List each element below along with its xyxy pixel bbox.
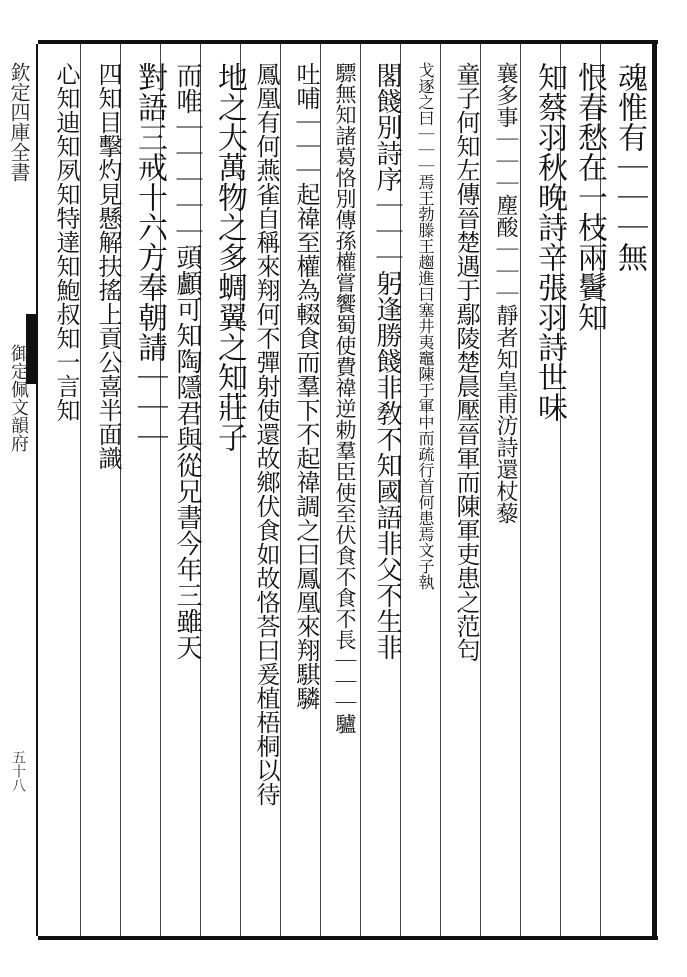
text-column-11 bbox=[210, 62, 248, 930]
column-text: 戈逐之曰｜｜｜焉王勃滕王趨進曰塞井夷竈陳于軍中而疏行首何患焉文子執 bbox=[416, 62, 435, 590]
column-text: 而唯｜｜｜｜｜頭顱可知陶隱君與從兄書今年三雖天 bbox=[172, 62, 202, 660]
column-text: 閣餞別詩序｜｜｜躬逢勝餞非敎不知國語非父不生非 bbox=[372, 62, 402, 660]
page-margin bbox=[0, 44, 38, 936]
text-column-13 bbox=[130, 62, 168, 930]
column-text: 襄多事｜｜｜塵酸｜｜｜靜者知皇甫汸詩還杖藜 bbox=[493, 62, 518, 524]
text-column-9 bbox=[290, 62, 328, 930]
text-column-15 bbox=[48, 62, 86, 930]
column-text: 吐哺｜｜｜起禕至權為輟食而羣下不起禕調之曰鳳凰來翔騏驎 bbox=[292, 62, 320, 710]
text-column-2 bbox=[570, 62, 608, 930]
column-text: 四知目擊灼見懸解扶搖上貢公喜半面識 bbox=[94, 62, 122, 470]
column-text: 恨春愁在一枝兩鬢知 bbox=[572, 62, 607, 332]
text-column-8 bbox=[330, 62, 368, 930]
frame-bottom-border bbox=[38, 936, 658, 940]
column-text: 驃無知諸葛恪別傳孫權嘗饗蜀使費禕逆勅羣臣使至伏食不食不長｜｜｜驢 bbox=[333, 62, 357, 734]
margin-rule bbox=[36, 44, 38, 936]
text-column-3 bbox=[530, 62, 568, 930]
column-text: 心知迪知夙知特達知鮑叔知一言知 bbox=[52, 62, 80, 422]
column-text: 鳳凰有何燕雀自稱來翔何不彈射使還故鄉伏食如故恪荅曰爰植梧桐以待 bbox=[252, 62, 280, 806]
page-number: 五十八 bbox=[10, 750, 26, 792]
text-column-4 bbox=[490, 62, 528, 930]
section-title: 御定佩文韻府 bbox=[8, 344, 29, 452]
frame-top-border bbox=[38, 40, 658, 44]
text-column-6 bbox=[410, 62, 448, 930]
text-column-10 bbox=[250, 62, 288, 930]
text-column-7 bbox=[370, 62, 408, 930]
frame-right-border bbox=[652, 40, 657, 940]
column-text: 知蔡羽秋晚詩辛張羽詩世味 bbox=[532, 62, 567, 422]
text-column-5 bbox=[450, 62, 488, 930]
text-column-12 bbox=[170, 62, 208, 930]
column-text: 地之大萬物之多蜩翼之知莊子 bbox=[212, 62, 247, 452]
column-text: 童子何知左傳晉楚遇于鄢陵楚晨壓晉軍而陳軍吏患之范匄 bbox=[452, 62, 480, 662]
text-column-1 bbox=[610, 62, 648, 930]
column-text: 魂惟有｜｜｜無 bbox=[612, 62, 647, 272]
text-column-14 bbox=[90, 62, 128, 930]
book-title: 欽定四庫全書 bbox=[7, 62, 31, 182]
column-text: 對語三戒十六方奉朝請｜｜｜ bbox=[132, 62, 167, 452]
